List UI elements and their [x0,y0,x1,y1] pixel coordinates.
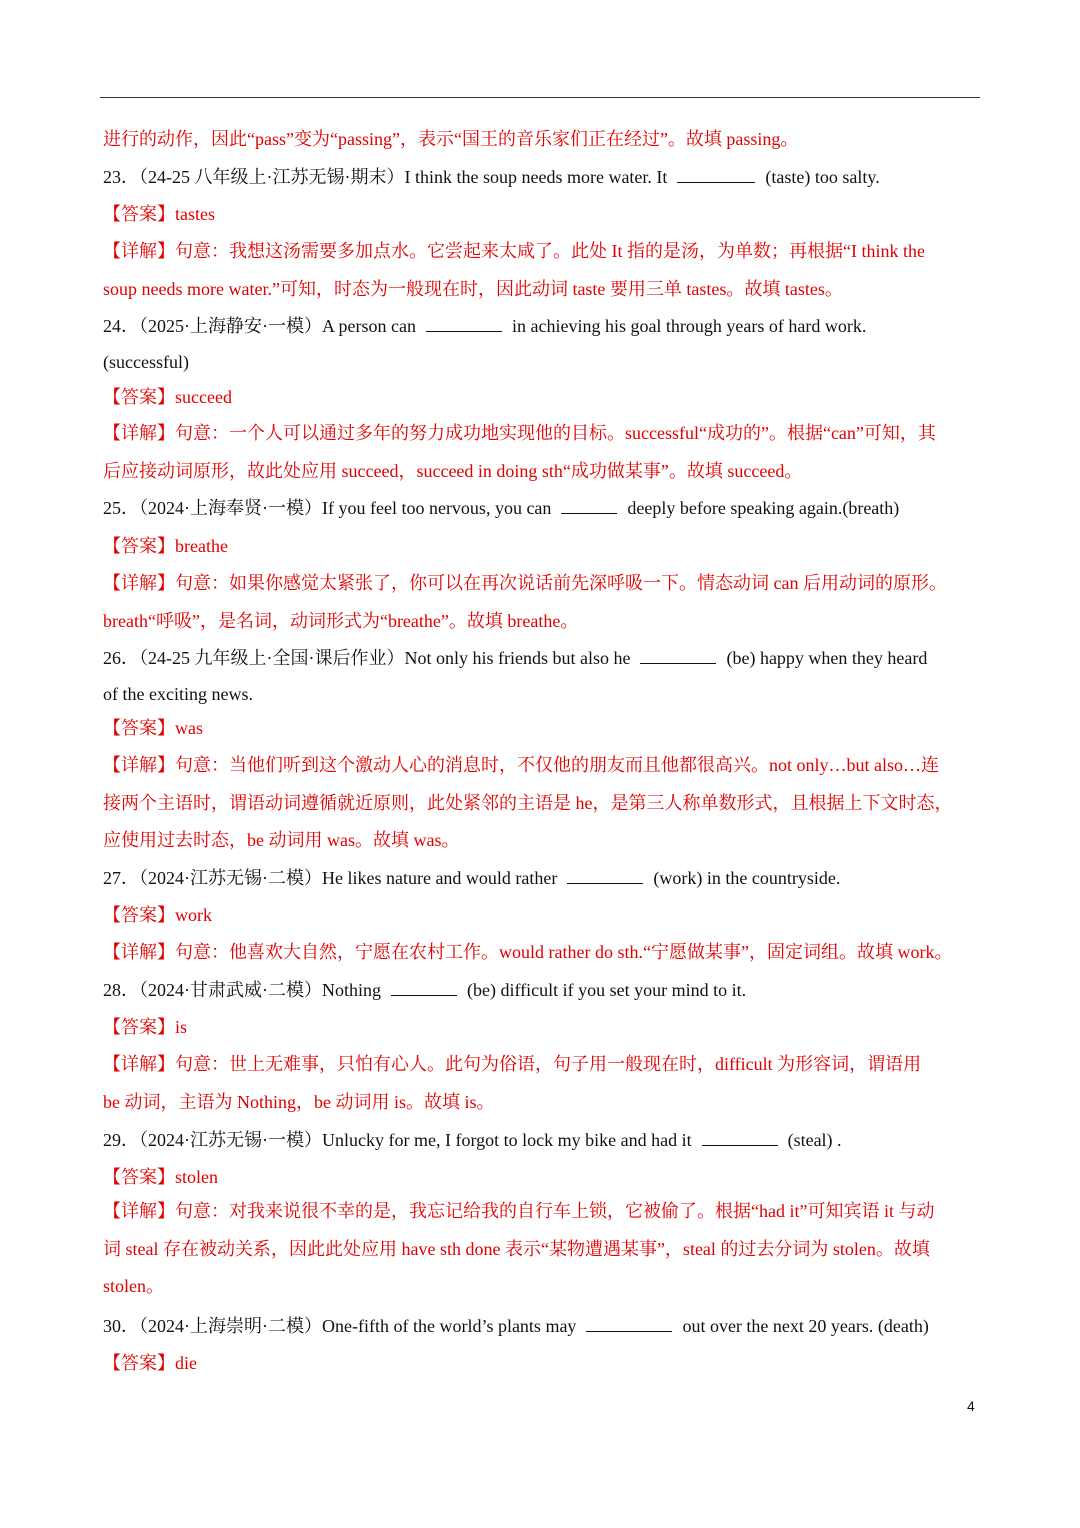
question-line [103,315,993,337]
answer-line: 【答案】succeed [103,387,232,407]
explanation-line: 【详解】句意：如果你感觉太紧张了，你可以在再次说话前先深呼吸一下。情态动词 can 后用动词的原形。 [103,573,947,593]
question-hint: (work) in the countryside. [653,868,841,888]
question-continuation: of the exciting news. [103,684,253,704]
question-text: 24．（2025·上海静安·一模）A person can [103,316,416,336]
answer-blank [677,166,755,183]
explanation-line: 【详解】句意：当他们听到这个激动人心的消息时，不仅他的朋友而且他都很高兴。not only…but also…连 [103,755,939,775]
explanation-line: 【详解】句意：世上无难事，只怕有心人。此句为俗语，句子用一般现在时，difficult 为形容词，谓语用 [103,1054,922,1074]
page-number: 4 [967,1398,975,1414]
explanation-line: 接两个主语时，谓语动词遵循就近原则，此处紧邻的主语是 he，是第三人称单数形式，且根据上下文时态， [103,793,953,813]
question-text: 28．（2024·甘肃武威·二模）Nothing [103,980,381,1000]
question-line [103,647,993,669]
question-hint: deeply before speaking again.(breath) [627,498,900,518]
question-hint: (be) difficult if you set your mind to it. [467,980,747,1000]
answer-blank [391,979,457,996]
explanation-line: breath“呼吸”，是名词，动词形式为“breathe”。故填 breathe。 [103,611,579,631]
question-line [103,1315,993,1337]
answer-blank [561,497,617,514]
explanation-line: 应使用过去时态，be 动词用 was。故填 was。 [103,830,460,850]
answer-line: 【答案】breathe [103,536,228,556]
explanation-line: 进行的动作，因此“pass”变为“passing”，表示“国王的音乐家们正在经过”。故填 passing。 [103,129,799,149]
answer-line: 【答案】tastes [103,204,215,224]
explanation-line: be 动词，主语为 Nothing，be 动词用 is。故填 is。 [103,1092,495,1112]
question-hint: out over the next 20 years. (death) [682,1316,929,1336]
answer-blank [567,867,643,884]
question-text: 23．（24-25 八年级上·江苏无锡·期末）I think the soup needs more water. It [103,167,668,187]
explanation-line: stolen。 [103,1276,164,1296]
answer-line: 【答案】die [103,1353,197,1373]
explanation-line: 【详解】句意：我想这汤需要多加点水。它尝起来太咸了。此处 It 指的是汤，为单数；再根据“I think the [103,241,925,261]
question-text: 26．（24-25 九年级上·全国·课后作业）Not only his friends but also he [103,648,631,668]
answer-line: 【答案】work [103,905,212,925]
header-rule [100,97,980,98]
question-hint: (be) happy when they heard [726,648,928,668]
answer-blank [640,647,716,664]
explanation-line: 后应接动词原形，故此处应用 succeed，succeed in doing sth“成功做某事”。故填 succeed。 [103,461,803,481]
question-text: 27．（2024·江苏无锡·二模）He likes nature and would rather [103,868,558,888]
question-hint: in achieving his goal through years of hard work. [511,316,867,336]
question-hint: (taste) too salty. [765,167,880,187]
question-line [103,497,993,519]
question-line [103,1129,993,1151]
answer-blank [586,1315,672,1332]
answer-line: 【答案】stolen [103,1167,218,1187]
explanation-line: 词 steal 存在被动关系，因此此处应用 have sth done 表示“某物遭遇某事”，steal 的过去分词为 stolen。故填 [103,1239,930,1259]
answer-blank [426,315,502,332]
explanation-line: 【详解】句意：一个人可以通过多年的努力成功地实现他的目标。successful“成功的”。根据“can”可知，其 [103,423,936,443]
explanation-line: 【详解】句意：对我来说很不幸的是，我忘记给我的自行车上锁，它被偷了。根据“had it”可知宾语 it 与动 [103,1201,935,1221]
question-hint: (steal) . [787,1130,842,1150]
answer-line: 【答案】is [103,1017,188,1037]
explanation-line: 【详解】句意：他喜欢大自然，宁愿在农村工作。would rather do sth.“宁愿做某事”，固定词组。故填 work。 [103,942,953,962]
question-text: 29．（2024·江苏无锡·一模）Unlucky for me, I forgot to lock my bike and had it [103,1130,692,1150]
question-continuation: (successful) [103,352,189,372]
question-line [103,979,993,1001]
question-text: 25．（2024·上海奉贤·一模）If you feel too nervous, you can [103,498,552,518]
question-line [103,166,993,188]
answer-line: 【答案】was [103,718,203,738]
question-line [103,867,993,889]
question-text: 30．（2024·上海崇明·二模）One-fifth of the world’s plants may [103,1316,577,1336]
answer-blank [702,1129,778,1146]
explanation-line: soup needs more water.”可知，时态为一般现在时，因此动词 taste 要用三单 tastes。故填 tastes。 [103,279,843,299]
